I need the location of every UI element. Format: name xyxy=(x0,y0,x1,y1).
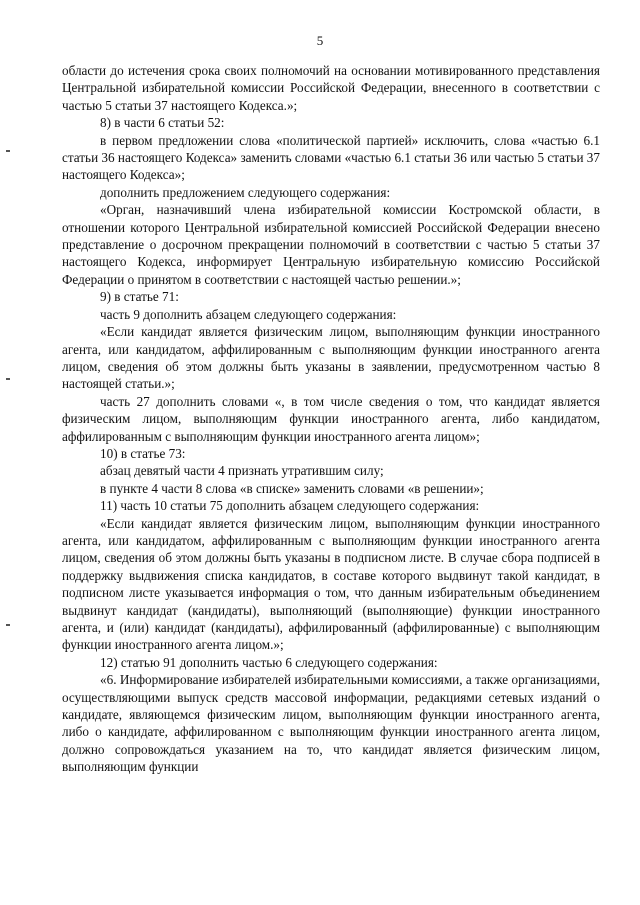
paragraph: 11) часть 10 статьи 75 дополнить абзацем следующего содержания: xyxy=(100,498,480,514)
scan-mark xyxy=(6,378,10,380)
paragraph: области до истечения срока своих полномочий на основании мотивированного представления Центральной избирательной комиссии Российской Федерации, внесенного в соответствии с частью 5 статьи 37 настоящего Кодекса.»; xyxy=(62,63,600,113)
paragraph: 9) в статье 71: xyxy=(100,289,179,305)
paragraph: 8) в части 6 статьи 52: xyxy=(100,115,225,131)
paragraph: «Если кандидат является физическим лицом, выполняющим функции иностранного агента, или кандидатом, аффилированным с выполняющим функции иностранного агента лицом, сведения об этом должны быть указаны в заявлении, предусмотренном частью 8 настоящей статьи.»; xyxy=(62,324,600,392)
paragraph: в первом предложении слова «политической партией» исключить, слова «частью 6.1 статьи 36 настоящего Кодекса» заменить словами «частью 6.1 статьи 36 или частью 5 статьи 37 настоящего Кодекса»; xyxy=(62,132,600,183)
paragraph: часть 9 дополнить абзацем следующего содержания: xyxy=(100,306,397,322)
scan-mark xyxy=(6,150,10,152)
paragraph: дополнить предложением следующего содержания: xyxy=(100,184,391,200)
paragraph: «6. Информирование избирателей избирательными комиссиями, а также организациями, осуществляющими выпуск средств массовой информации, редакциями сетевых изданий о кандидате, являющемся физическим лицом, выполняющим функции иностранного агента, либо о кандидате, аффилированном с выполняющим функции иностранного агента лицом, должно сопровождаться указанием на то, что кандидат является физическим лицом, выполняющим функции xyxy=(62,672,600,775)
paragraph: абзац девятый части 4 признать утратившим силу; xyxy=(100,463,384,479)
page-number: 5 xyxy=(316,33,324,48)
paragraph: 12) статью 91 дополнить частью 6 следующего содержания: xyxy=(100,654,438,670)
paragraph: «Если кандидат является физическим лицом, выполняющим функции иностранного агента, или кандидатом, аффилированным с выполняющим функции иностранного агента лицом, сведения об этом должны быть указаны в подписном листе. В случае сбора подписей в поддержку выдвижения списка кандидатов, в составе которого выдвинут такой кандидат, в подписном листе указывается информация о том, что данным избирательным объединением выдвинут кандидат (кандидаты), выполняющий (выполняющие) функции иностранного агента, и (или) кандидат (кандидаты), аффилированный (аффилированные) с выполняющим функции иностранного агента лицом.»; xyxy=(62,515,600,653)
paragraph: 10) в статье 73: xyxy=(100,445,186,461)
paragraph: в пункте 4 части 8 слова «в списке» заменить словами «в решении»; xyxy=(100,480,484,496)
paragraph: «Орган, назначивший члена избирательной комиссии Костромской области, в отношении которого Центральной избирательной комиссией Российской Федерации внесено представление о досрочном прекращении полномочий в соответствии с частью 5 статьи 37 настоящего Кодекса, информирует Центральную избирательную комиссию Российской Федерации о принятом в соответствии с настоящей частью решении.»; xyxy=(62,202,600,287)
scan-mark xyxy=(6,624,10,626)
document-body xyxy=(62,62,600,776)
paragraph: часть 27 дополнить словами «, в том числе сведения о том, что кандидат является физическим лицом, выполняющим функции иностранного агента, либо кандидатом, аффилированным с выполняющим функции иностранного агента лицом»; xyxy=(62,393,600,444)
